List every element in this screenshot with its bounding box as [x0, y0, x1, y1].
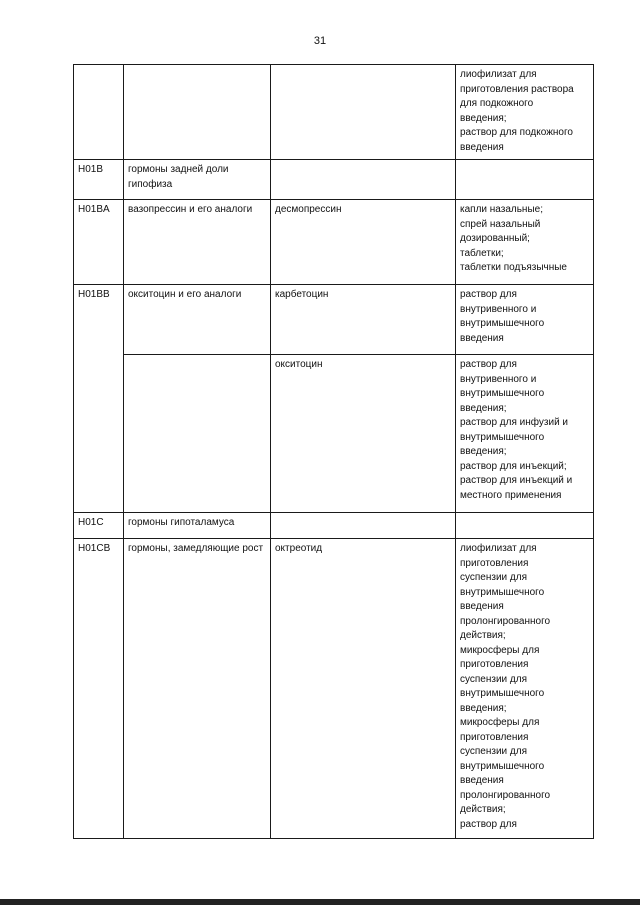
group-name-cell: окситоцин и его аналоги	[124, 285, 271, 355]
dosage-form: приготовления	[460, 731, 529, 743]
dosage-form: лиофилизат для	[460, 543, 537, 554]
drug-name-cell: карбетоцин	[271, 285, 456, 355]
drug-classification-table	[73, 64, 594, 839]
dosage-form: внутримышечного	[460, 760, 545, 772]
dosage-form: для подкожного	[460, 98, 534, 109]
page-number: 31	[313, 35, 327, 47]
scan-edge-bar	[0, 899, 640, 905]
dosage-forms-cell	[456, 355, 594, 513]
dosage-form: спрей назальный	[460, 218, 541, 230]
drug-name-cell: десмопрессин	[271, 200, 456, 285]
dosage-form: приготовления	[460, 557, 529, 569]
dosage-form: местного применения	[460, 489, 562, 501]
group-name-cell: гормоны гипоталамуса	[124, 513, 271, 539]
dosage-forms-cell	[456, 513, 594, 539]
group-name-cell: гормоны, замедляющие рост	[124, 539, 271, 839]
dosage-form: введения	[460, 332, 504, 344]
dosage-form: приготовления раствора	[460, 83, 574, 95]
dosage-form: таблетки подъязычные	[460, 262, 567, 273]
dosage-form: раствор для инъекций;	[460, 460, 567, 472]
dosage-form: действия;	[460, 630, 506, 641]
dosage-form: приготовления	[460, 659, 529, 670]
drug-name-cell	[271, 160, 456, 200]
dosage-form: действия;	[460, 804, 506, 815]
dosage-form: суспензии для	[460, 572, 528, 583]
dosage-form: дозированный;	[460, 233, 530, 244]
drug-name-cell: октреотид	[271, 539, 456, 839]
atc-code-cell	[74, 65, 124, 160]
dosage-form: пролонгированного	[460, 789, 551, 801]
dosage-form: введения;	[460, 402, 507, 414]
dosage-form: суспензии для	[460, 673, 528, 685]
drug-name-cell: окситоцин	[271, 355, 456, 513]
dosage-form: раствор для	[460, 359, 517, 370]
dosage-forms-cell	[456, 285, 594, 355]
table-row	[74, 65, 594, 160]
dosage-form: микросферы для	[460, 644, 540, 656]
dosage-forms-cell	[456, 539, 594, 839]
dosage-form: суспензии для	[460, 746, 528, 757]
dosage-form: микросферы для	[460, 717, 540, 728]
table-row	[74, 355, 594, 513]
atc-code-cell: H01BA	[74, 200, 124, 285]
dosage-form: введения;	[460, 702, 507, 714]
dosage-form: внутримышечного	[460, 431, 545, 443]
group-name-cell	[124, 65, 271, 160]
dosage-form: раствор для инъекций и	[460, 475, 573, 486]
dosage-form: пролонгированного	[460, 615, 551, 627]
dosage-forms-cell	[456, 160, 594, 200]
group-name-cell: вазопрессин и его аналоги	[124, 200, 271, 285]
atc-code-cell: H01CB	[74, 539, 124, 839]
atc-code-cell: H01B	[74, 160, 124, 200]
group-name-cell: гормоны задней доли гипофиза	[124, 160, 271, 200]
dosage-form: внутримышечного	[460, 688, 545, 699]
dosage-form: лиофилизат для	[460, 69, 537, 80]
dosage-form: раствор для подкожного	[460, 127, 573, 138]
dosage-forms-cell	[456, 65, 594, 160]
dosage-form: внутримышечного	[460, 586, 545, 598]
dosage-form: внутривенного и	[460, 303, 537, 315]
dosage-form: введения	[460, 601, 504, 612]
table-row	[74, 285, 594, 355]
dosage-form: раствор для	[460, 289, 517, 300]
dosage-form: внутримышечного	[460, 318, 545, 329]
dosage-form: таблетки;	[460, 247, 504, 259]
dosage-form: внутривенного и	[460, 373, 537, 385]
dosage-form: раствор для инфузий и	[460, 417, 569, 428]
drug-name-cell	[271, 65, 456, 160]
dosage-form: введения	[460, 775, 504, 786]
table-row	[74, 200, 594, 285]
dosage-forms-cell	[456, 200, 594, 285]
atc-code-cell: H01BB	[74, 285, 124, 513]
dosage-form: внутримышечного	[460, 388, 545, 399]
dosage-form: капли назальные;	[460, 204, 543, 215]
dosage-form: раствор для	[460, 818, 517, 830]
dosage-form: введения;	[460, 112, 507, 124]
group-name-cell	[124, 355, 271, 513]
table-row	[74, 513, 594, 539]
dosage-form: введения;	[460, 446, 507, 457]
table-row	[74, 539, 594, 839]
drug-name-cell	[271, 513, 456, 539]
table-row	[74, 160, 594, 200]
dosage-form: введения	[460, 141, 504, 153]
atc-code-cell: H01C	[74, 513, 124, 539]
